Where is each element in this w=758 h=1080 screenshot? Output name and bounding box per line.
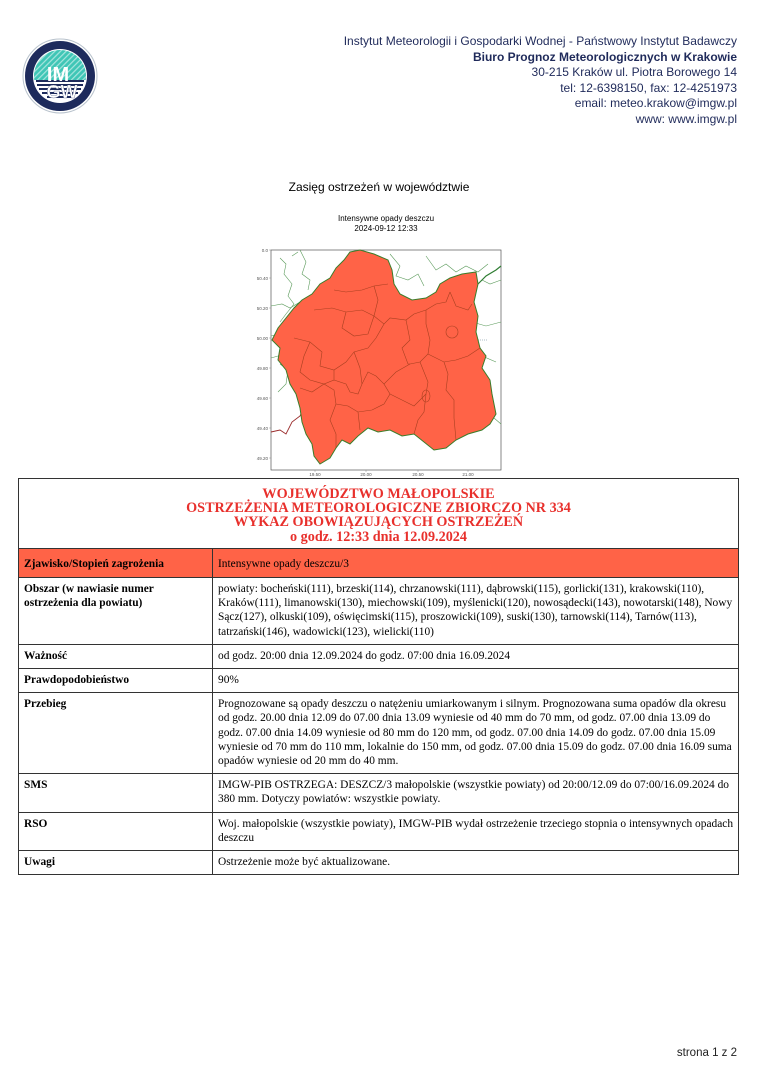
row-label: SMS (19, 774, 213, 812)
map-phenomenon: Intensywne opady deszczu (337, 214, 435, 223)
map-timestamp: 2024-09-12 12:33 (354, 224, 418, 233)
institution-header (344, 34, 737, 128)
warning-header-row (19, 479, 739, 549)
logo-text-gw: GW (46, 82, 78, 102)
row-label: Uwagi (19, 851, 213, 875)
website[interactable]: www: www.imgw.pl (635, 111, 737, 126)
list-heading: WYKAZ OBOWIĄZUJĄCYCH OSTRZEŻEŃ (233, 514, 524, 531)
x-tick-label: 21.00 (462, 472, 474, 477)
row-value: od godz. 20:00 dnia 12.09.2024 do godz. 07:00 dnia 16.09.2024 (213, 644, 739, 668)
table-row-course (19, 693, 739, 774)
y-tick-label: 50.00 (256, 336, 268, 341)
table-row-area (19, 578, 739, 645)
y-tick-label: 50.20 (256, 306, 268, 311)
issue-time: o godz. 12:33 dnia 12.09.2024 (290, 528, 467, 545)
x-tick-label: 20.00 (360, 472, 372, 477)
office-name: Biuro Prognoz Meteorologicznych w Krakowie (472, 49, 737, 64)
map-subtitle (286, 214, 486, 234)
region-name: WOJEWÓDZTWO MAŁOPOLSKIE (262, 486, 495, 502)
imgw-logo (22, 38, 98, 114)
map-section-title: Zasięg ostrzeżeń w województwie (288, 180, 470, 194)
row-value: IMGW-PIB OSTRZEGA: DESZCZ/3 małopolskie (wszystkie powiaty) od 20:00/12.09 do 07:00/16.09.2024 do 380 mm. Dotyczy powiatów: wszystkie powiaty. (213, 774, 739, 812)
y-tick-label: 50.40 (256, 276, 268, 281)
row-label: Prawdopodobieństwo (19, 669, 213, 693)
row-label: Zjawisko/Stopień zagrożenia (19, 548, 213, 577)
table-row-hazard (19, 548, 739, 577)
table-row-validity (19, 644, 739, 668)
row-value: Prognozowane są opady deszczu o natężeniu umiarkowanym i silnym. Prognozowana suma opadów dla okresu od godz. 20.00 dnia 12.09 do 07.00 dnia 13.09 wyniesie od 40 mm do 70 mm, od godz. 07.00 dnia 13.09 do godz. 07.00 dnia 14.09 wyniesie od 80 mm do 120 mm, od godz. 07.00 dnia 14.09 do godz. 07.00 dnia 15.09 wyniesie od 70 mm do 110 mm, lokalnie do 150 mm, od godz. 07.00 dnia 15.09 do godz. 07.00 dnia 16.09 suma opadów wyniesie od 20 mm do 40 mm. (213, 693, 739, 774)
phone-fax: tel: 12-6398150, fax: 12-4251973 (560, 80, 737, 95)
row-label: Obszar (w nawiasie numer ostrzeżenia dla powiatu) (19, 578, 213, 645)
table-row-sms (19, 774, 739, 812)
address: 30-215 Kraków ul. Piotra Borowego 14 (531, 65, 737, 80)
y-tick-label: 49.80 (256, 366, 268, 371)
row-label: Przebieg (19, 693, 213, 774)
bulletin-number: OSTRZEŻENIA METEOROLOGICZNE ZBIORCZO NR 334 (186, 500, 571, 517)
warning-table (18, 478, 739, 875)
row-value: Intensywne opady deszczu/3 (213, 548, 739, 577)
y-tick-label: 49.60 (256, 396, 268, 401)
x-tick-label: 20.50 (412, 472, 424, 477)
warning-map (250, 244, 512, 478)
y-tick-label: 0.0 (261, 248, 268, 253)
email[interactable]: email: meteo.krakow@imgw.pl (574, 96, 737, 111)
row-label: RSO (19, 812, 213, 850)
row-value: 90% (213, 669, 739, 693)
table-row-remarks (19, 851, 739, 875)
institution-name: Instytut Meteorologii i Gospodarki Wodnej - Państwowy Instytut Badawczy (343, 34, 737, 48)
y-tick-label: 49.40 (256, 426, 268, 431)
row-label: Ważność (19, 644, 213, 668)
row-value: Ostrzeżenie może być aktualizowane. (213, 851, 739, 875)
row-value: Woj. małopolskie (wszystkie powiaty), IMGW-PIB wydał ostrzeżenie trzeciego stopnia o intensywnych opadach deszczu (213, 812, 739, 850)
y-tick-label: 49.20 (256, 456, 268, 461)
warning-title (19, 479, 739, 549)
page-number: strona 1 z 2 (676, 1047, 737, 1059)
row-value: powiaty: bocheński(111), brzeski(114), chrzanowski(111), dąbrowski(115), gorlicki(131), krakowski(110), Kraków(111), limanowski(130), miechowski(109), myślenicki(120), nowosądecki(143), nowotarski(148), Nowy Sącz(127), olkuski(109), oświęcimski(115), proszowicki(109), suski(130), tarnowski(114), Tarnów(113), tatrzański(146), wadowicki(123), wielicki(110) (213, 578, 739, 645)
table-row-rso (19, 812, 739, 850)
x-tick-label: 19.50 (309, 472, 321, 477)
logo-text-im: IM (46, 64, 70, 86)
table-row-probability (19, 669, 739, 693)
